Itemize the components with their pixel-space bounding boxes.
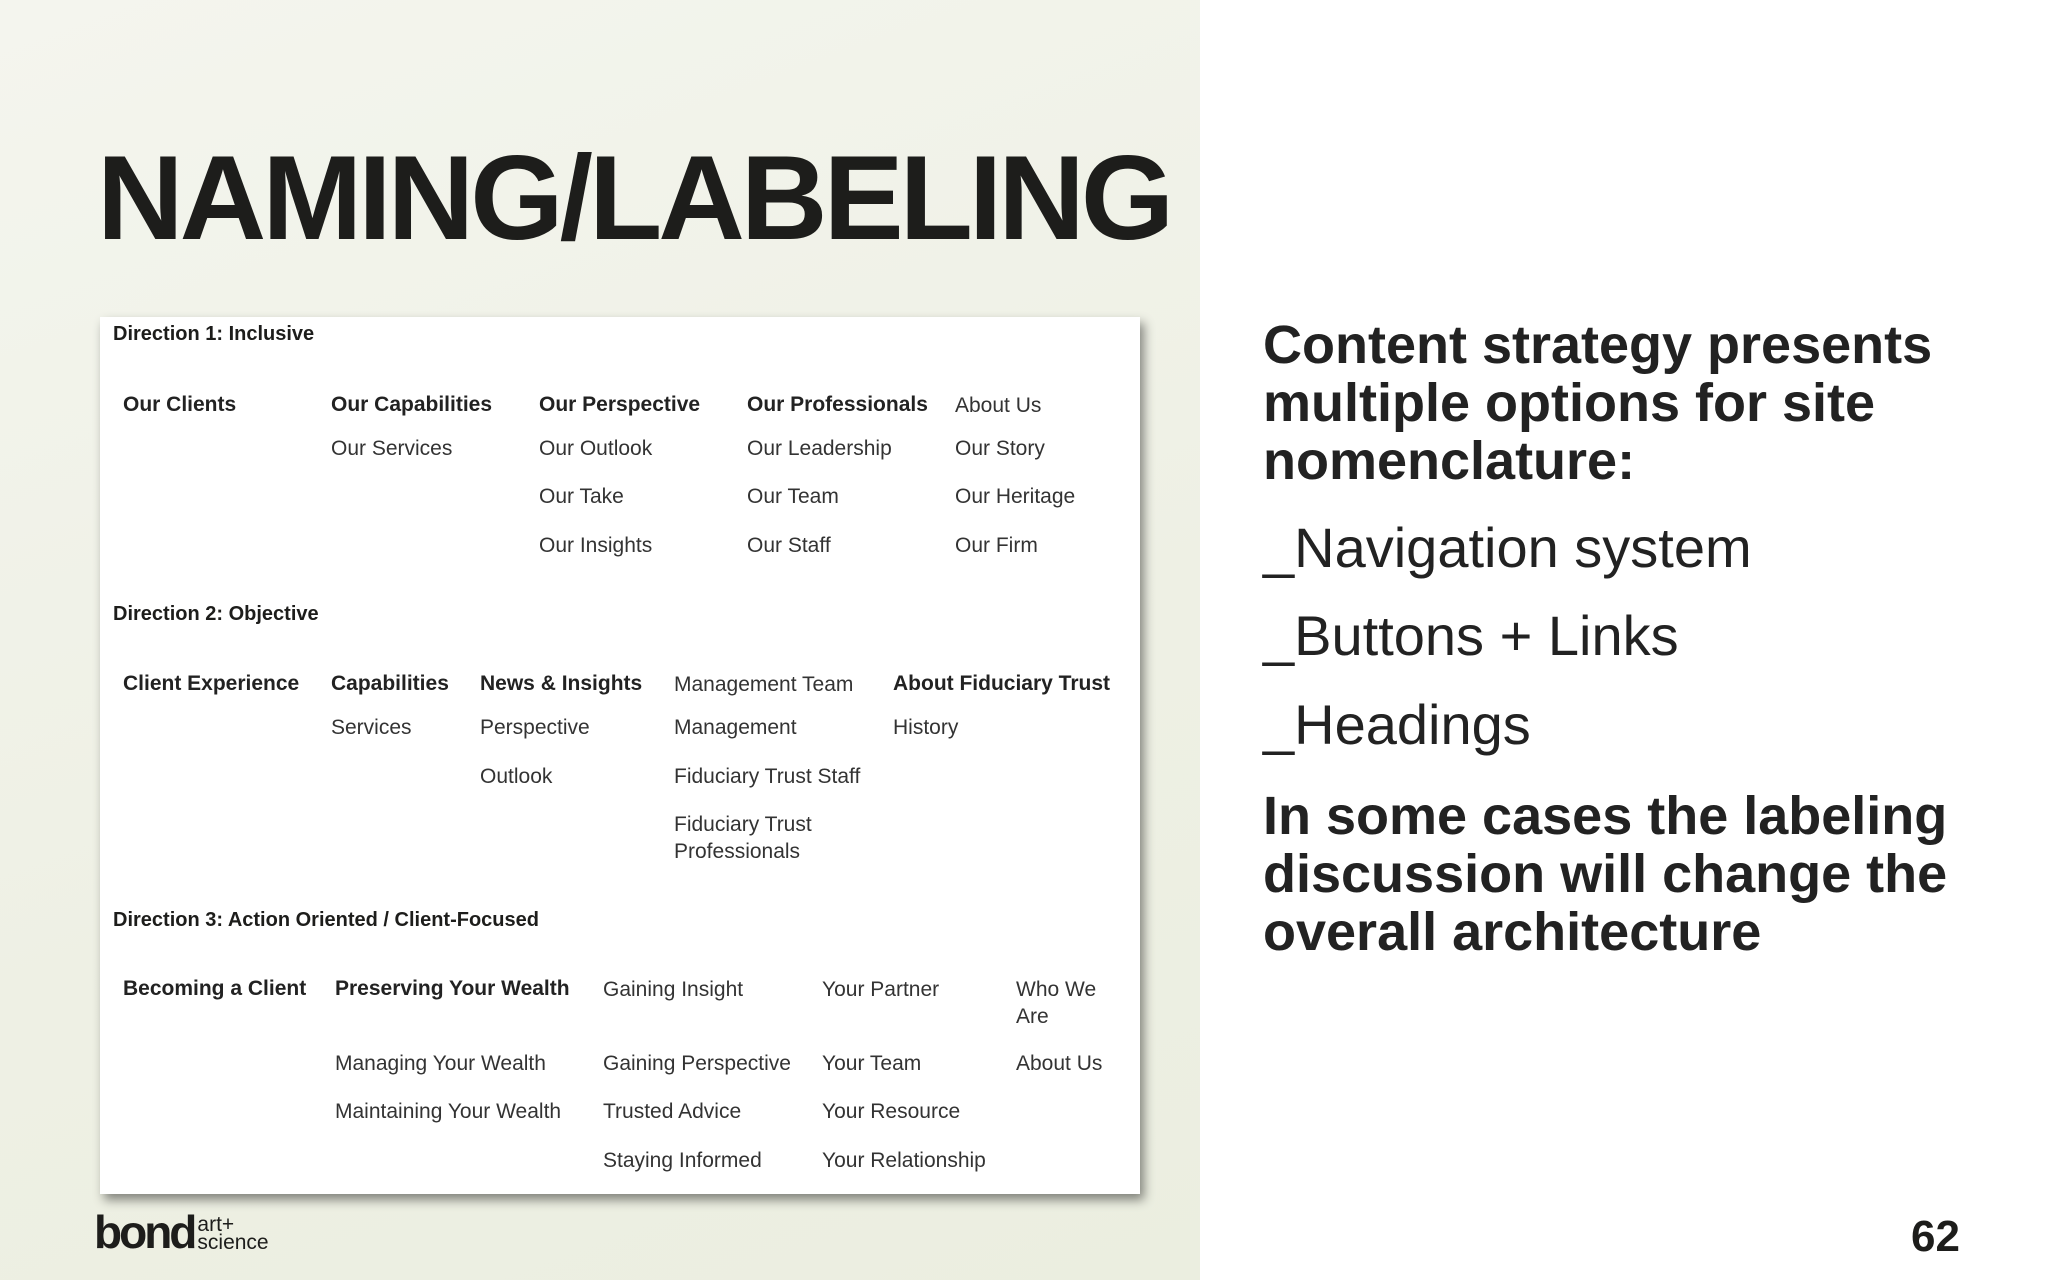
- d3-col1-header: Becoming a Client: [123, 977, 307, 1000]
- d2-col5-header: About Fiduciary Trust: [893, 672, 1111, 695]
- direction-1-title: Direction 1: Inclusive: [113, 323, 315, 345]
- bullet-navigation-system: _Navigation system: [1263, 516, 1752, 579]
- d1-col2-item: Our Services: [331, 437, 453, 460]
- d3-col2-item: Managing Your Wealth: [335, 1052, 546, 1075]
- d1-col4-header: Our Professionals: [747, 393, 928, 416]
- d1-col4-item: Our Leadership: [747, 437, 892, 460]
- logo-art: art+: [197, 1212, 235, 1236]
- direction-2-title: Direction 2: Objective: [113, 603, 319, 625]
- d2-col3-item: Perspective: [480, 716, 590, 739]
- d1-col3-item: Our Outlook: [539, 437, 653, 460]
- bullet-headings: _Headings: [1263, 693, 1531, 756]
- d3-col3-item: Gaining Perspective: [603, 1052, 791, 1075]
- d1-col5-item: Our Firm: [955, 534, 1038, 557]
- d3-col4-item: Your Team: [822, 1052, 922, 1075]
- logo-science: science: [197, 1230, 269, 1254]
- d1-col4-item: Our Staff: [747, 534, 831, 557]
- d2-col3-header: News & Insights: [480, 672, 643, 695]
- d2-col3-item: Outlook: [480, 765, 553, 788]
- logo-wordmark: bond: [94, 1206, 195, 1258]
- d3-col3-header: Gaining Insight: [603, 978, 744, 1001]
- d1-col3-header: Our Perspective: [539, 393, 701, 416]
- nomenclature-table-card: [100, 317, 1140, 1194]
- direction-3-title: Direction 3: Action Oriented / Client-Focused: [113, 909, 539, 931]
- d3-col4-item: Your Relationship: [822, 1149, 986, 1172]
- d1-col5-item: Our Heritage: [955, 485, 1076, 508]
- d1-col4-item: Our Team: [747, 485, 839, 508]
- d3-col3-item: Trusted Advice: [603, 1100, 742, 1123]
- d2-col2-header: Capabilities: [331, 672, 449, 695]
- intro-text: Content strategy presents multiple options for site nomenclature:: [1263, 315, 1933, 491]
- page-number: 62: [1911, 1212, 1960, 1261]
- bond-art-science-logo: [94, 1206, 269, 1258]
- d1-col5-item: Our Story: [955, 437, 1045, 460]
- slide-title: NAMING/LABELING: [97, 131, 1171, 265]
- d2-col4-item: Management: [674, 716, 797, 739]
- d1-col3-item: Our Insights: [539, 534, 653, 557]
- d2-col1-header: Client Experience: [123, 672, 300, 695]
- d1-col3-item: Our Take: [539, 485, 624, 508]
- d3-col3-item: Staying Informed: [603, 1149, 762, 1172]
- d2-col5-item: History: [893, 716, 959, 739]
- d3-col5-header: Who We Are: [1016, 978, 1097, 1029]
- d3-col2-header: Preserving Your Wealth: [335, 977, 570, 1000]
- d1-col5-header: About Us: [955, 394, 1042, 417]
- logo-subtext: [197, 1212, 269, 1254]
- d2-col4-item: Fiduciary Trust Professionals: [674, 813, 812, 864]
- d1-col1-header: Our Clients: [123, 393, 237, 416]
- d2-col4-item: Fiduciary Trust Staff: [674, 765, 861, 788]
- d1-col2-header: Our Capabilities: [331, 393, 493, 416]
- bullet-buttons-links: _Buttons + Links: [1263, 604, 1679, 667]
- d2-col4-header: Management Team: [674, 673, 854, 696]
- d3-col5-item: About Us: [1016, 1052, 1103, 1075]
- d3-col4-header: Your Partner: [822, 978, 940, 1001]
- d3-col2-item: Maintaining Your Wealth: [335, 1100, 562, 1123]
- closing-text: In some cases the labeling discussion will change the overall architecture: [1263, 786, 1948, 962]
- d3-col4-item: Your Resource: [822, 1100, 961, 1123]
- d2-col2-item: Services: [331, 716, 412, 739]
